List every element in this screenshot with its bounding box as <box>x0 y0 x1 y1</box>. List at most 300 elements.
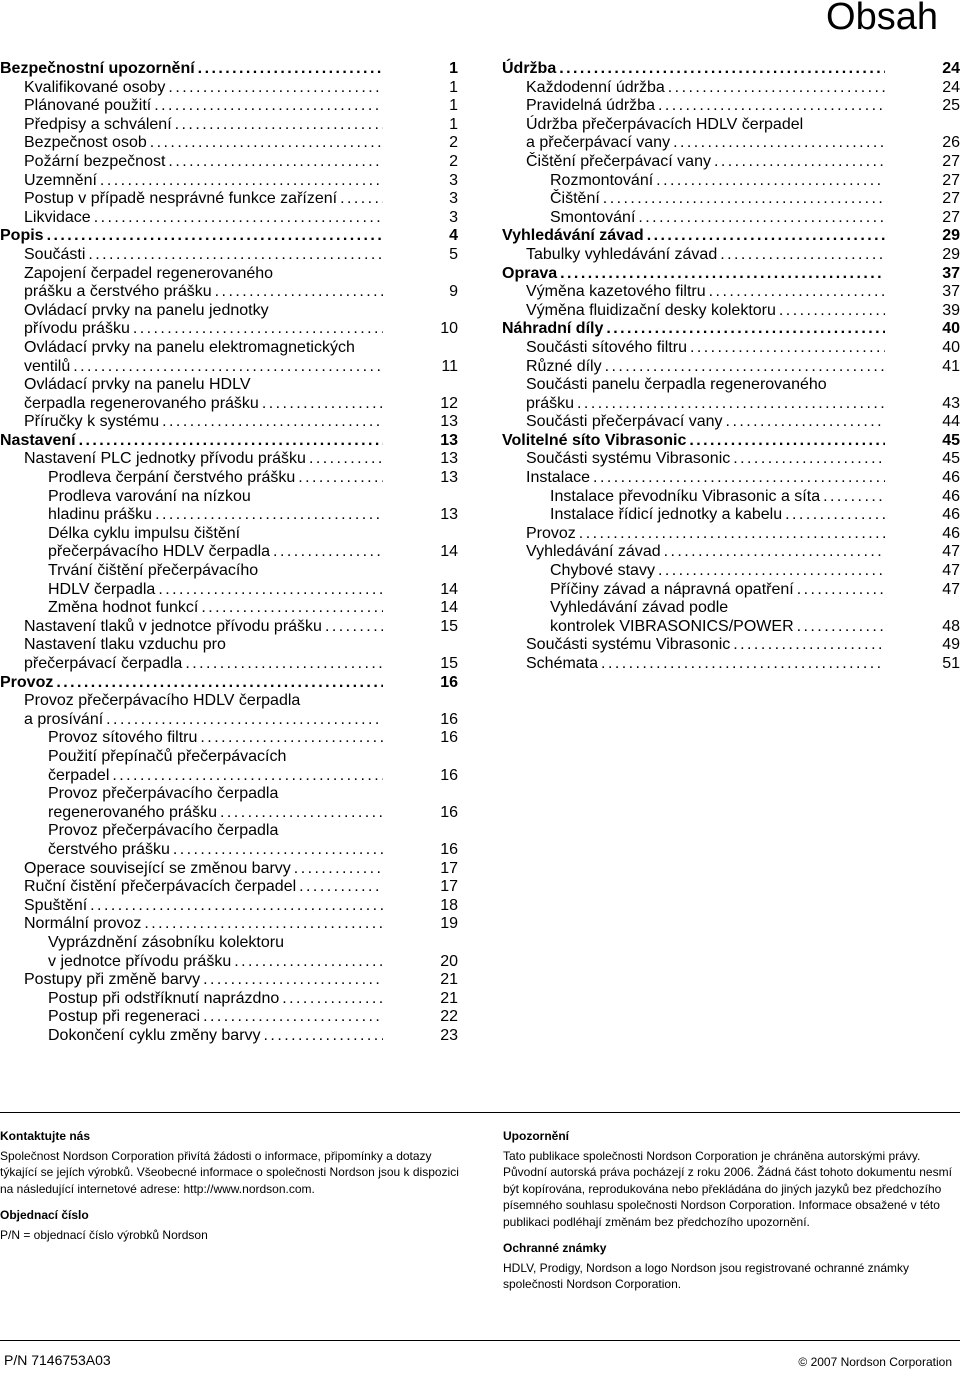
toc-page-number: 21 <box>440 989 458 1007</box>
toc-entry-title: Nastavení <box>0 431 76 449</box>
toc-page-number: 1 <box>449 78 458 96</box>
toc-page-number: 45 <box>942 431 960 449</box>
dot-leader <box>309 450 383 469</box>
toc-section[interactable] <box>0 674 458 693</box>
toc-entry-title: přečerpávacího HDLV čerpadla <box>48 543 271 561</box>
toc-entry-title: Ruční čistění přečerpávacích čerpadel <box>24 878 297 896</box>
toc-page-number: 10 <box>440 320 458 338</box>
toc-section[interactable] <box>502 320 960 339</box>
dot-leader <box>90 897 383 916</box>
toc-entry[interactable] <box>0 116 458 135</box>
part-number: P/N 7146753A03 <box>4 1352 111 1368</box>
dot-leader <box>690 339 885 358</box>
dot-leader <box>47 227 383 246</box>
dot-leader <box>647 227 885 246</box>
toc-page-number: 45 <box>942 450 960 468</box>
toc-page-number: 51 <box>942 655 960 672</box>
toc-entry-title: Operace související se změnou barvy <box>24 859 291 877</box>
toc-entry[interactable] <box>0 525 458 562</box>
toc-page-number: 1 <box>449 60 458 77</box>
dot-leader <box>88 246 383 265</box>
dot-leader <box>668 79 885 98</box>
toc-page-number: 49 <box>942 636 960 654</box>
toc-page-number: 11 <box>441 357 458 375</box>
toc-entry-title: v jednotce přívodu prášku <box>48 952 232 970</box>
toc-entry[interactable] <box>0 729 458 748</box>
toc-page-number: 37 <box>942 264 960 282</box>
toc-page-number: 15 <box>440 655 458 672</box>
toc-entry[interactable] <box>502 655 960 674</box>
order-heading: Objednací číslo <box>0 1208 89 1222</box>
toc-entry-title-line1: Provoz přečerpávacího čerpadla <box>48 785 279 803</box>
toc-entry[interactable] <box>0 488 458 525</box>
toc-entry[interactable] <box>0 134 458 153</box>
dot-leader <box>158 581 383 600</box>
dot-leader <box>656 172 885 191</box>
dot-leader <box>638 209 885 228</box>
dot-leader <box>175 116 383 135</box>
toc-entry-title-line1: Nastavení tlaku vzduchu pro <box>24 636 226 654</box>
toc-entry-title-line1: Údržba přečerpávacích HDLV čerpadel <box>526 115 804 133</box>
toc-entry-title-line1: Délka cyklu impulsu čištění <box>48 524 241 542</box>
dot-leader <box>144 915 383 934</box>
toc-page-number: 5 <box>449 245 458 263</box>
toc-entry-title-line1: Prodleva varování na nízkou <box>48 487 251 505</box>
toc-entry-title: a přečerpávací vany <box>526 134 671 152</box>
toc-page-number: 4 <box>449 227 458 245</box>
contact-heading: Kontaktujte nás <box>0 1129 91 1143</box>
toc-entry[interactable] <box>502 543 960 562</box>
dot-leader <box>689 432 885 451</box>
toc-section[interactable] <box>502 60 960 79</box>
toc-entry-title-line1: Vyprázdnění zásobníku kolektoru <box>48 933 284 951</box>
dot-leader <box>201 599 383 618</box>
toc-page-number: 46 <box>942 506 960 524</box>
toc-entry-title: Volitelné síto Vibrasonic <box>502 431 687 449</box>
footer-right <box>503 1128 960 1303</box>
toc-page-number: 25 <box>942 97 960 115</box>
toc-entry[interactable] <box>0 618 458 637</box>
toc-page-number: 40 <box>942 320 960 338</box>
toc-entry[interactable] <box>502 190 960 209</box>
toc-page-number: 47 <box>942 580 960 598</box>
trademarks-text: HDLV, Prodigy, Nordson a logo Nordson jsou registrované ochranné známky společnosti Nordson Corporation. <box>503 1260 909 1291</box>
dot-leader <box>340 190 383 209</box>
toc-entry-title: Vyhledávání závad <box>526 543 661 561</box>
toc-entry-title-line1: Ovládací prvky na panelu jednotky <box>24 301 269 319</box>
toc-section[interactable] <box>502 265 960 284</box>
dot-leader <box>785 506 885 525</box>
toc-entry-title: čerpadla regenerovaného prášku <box>24 394 259 412</box>
dot-leader <box>577 395 885 414</box>
toc-entry[interactable] <box>0 469 458 488</box>
toc-entry-title: Oprava <box>502 264 558 282</box>
toc-entry-title: prášku a čerstvého prášku <box>24 283 212 301</box>
dot-leader <box>797 618 885 637</box>
dot-leader <box>823 488 885 507</box>
toc-entry[interactable] <box>0 860 458 879</box>
toc-entry-title: Vyhledávání závad <box>502 227 644 245</box>
toc-entry[interactable] <box>502 116 960 153</box>
toc-page-number: 14 <box>440 580 458 598</box>
toc-page-number: 3 <box>449 190 458 208</box>
dot-leader <box>593 469 885 488</box>
toc-entry-title: Bezpečnost osob <box>24 134 147 152</box>
toc-entry[interactable] <box>0 990 458 1009</box>
toc-entry-title: Schémata <box>526 655 599 672</box>
toc-page-number: 16 <box>440 710 458 728</box>
toc-entry[interactable] <box>0 1008 458 1027</box>
toc-entry-title: Součásti sítového filtru <box>526 338 687 356</box>
dot-leader <box>162 413 383 432</box>
toc-page-number: 29 <box>942 227 960 245</box>
toc-entry-title-line1: Provoz přečerpávacího HDLV čerpadla <box>24 692 301 710</box>
toc-entry[interactable] <box>502 525 960 544</box>
footer-divider <box>0 1112 960 1113</box>
dot-leader <box>234 953 383 972</box>
toc-entry-title: čerstvého prášku <box>48 840 170 858</box>
toc-entry-title-line1: Použití přepínačů přečerpávacích <box>48 747 287 765</box>
trademarks-heading: Ochranné známky <box>503 1241 607 1255</box>
dot-leader <box>601 655 885 674</box>
toc-entry-title: přívodu prášku <box>24 320 130 338</box>
toc-right-column <box>502 60 960 674</box>
toc-entry[interactable] <box>0 302 458 339</box>
toc-page-number: 43 <box>942 394 960 412</box>
toc-page-number: 27 <box>942 190 960 208</box>
dot-leader <box>779 302 885 321</box>
toc-entry-title: Postup v případě nesprávné funkce zařízení <box>24 190 338 208</box>
toc-entry-title: HDLV čerpadla <box>48 580 156 598</box>
dot-leader <box>559 60 885 79</box>
toc-page-number: 17 <box>440 859 458 877</box>
toc-entry[interactable] <box>0 785 458 822</box>
toc-entry[interactable] <box>0 339 458 376</box>
toc-page-number: 22 <box>440 1008 458 1026</box>
dot-leader <box>185 655 383 674</box>
toc-page-number: 41 <box>942 357 960 375</box>
toc-entry-title: Nastavení tlaků v jednotce přívodu prášku <box>24 617 322 635</box>
toc-entry[interactable] <box>0 153 458 172</box>
toc-entry-title: a prosívání <box>24 710 104 728</box>
toc-entry-title-line1: Trvání čištění přečerpávacího <box>48 562 259 580</box>
toc-entry[interactable] <box>0 562 458 599</box>
toc-entry-title: Nastavení PLC jednotky přívodu prášku <box>24 450 306 468</box>
toc-entry-title: Příčiny závad a nápravná opatření <box>550 580 794 598</box>
dot-leader <box>106 711 383 730</box>
toc-page-number: 1 <box>449 97 458 115</box>
toc-page-number: 17 <box>440 878 458 896</box>
toc-entry[interactable] <box>0 1027 458 1046</box>
toc-entry[interactable] <box>502 153 960 172</box>
toc-section[interactable] <box>502 432 960 451</box>
dot-leader <box>560 265 885 284</box>
dot-leader <box>673 134 885 153</box>
toc-page-number: 16 <box>440 766 458 784</box>
toc-entry-title: Náhradní díly <box>502 320 604 338</box>
toc-entry[interactable] <box>0 190 458 209</box>
toc-entry[interactable] <box>502 283 960 302</box>
toc-entry[interactable] <box>0 413 458 432</box>
page-title: Obsah <box>826 0 938 38</box>
toc-entry-title: Požární bezpečnost <box>24 152 166 170</box>
order-text: P/N = objednací číslo výrobků Nordson <box>0 1227 208 1242</box>
toc-entry[interactable] <box>0 692 458 729</box>
toc-entry-title: čerpadel <box>48 766 110 784</box>
dot-leader <box>173 841 383 860</box>
dot-leader <box>203 1008 383 1027</box>
toc-entry-title: prášku <box>526 394 575 412</box>
toc-entry-title: Čištění přečerpávací vany <box>526 152 711 170</box>
toc-entry-title-line1: Ovládací prvky na panelu HDLV <box>24 376 251 394</box>
toc-page-number: 44 <box>942 413 960 431</box>
toc-entry[interactable] <box>502 339 960 358</box>
dot-leader <box>733 636 885 655</box>
toc-entry-title-line1: Vyhledávání závad podle <box>550 599 729 617</box>
toc-entry-title: Normální provoz <box>24 915 142 933</box>
notice-text: Tato publikace společnosti Nordson Corporation je chráněna autorskými právy. Původní autorská práva pocházejí z roku 2006. Žádná část tohoto dokumentu nesmí být kopírována, reprodukována nebo překládána do jiných jazyků bez předchozího písemného souhlasu společnosti Nordson Corporation. Informace obsažené v této publikaci podléhají změnám bez předchozího upozornění. <box>503 1148 952 1229</box>
toc-entry[interactable] <box>0 897 458 916</box>
toc-entry-title: Součásti přečerpávací vany <box>526 413 723 431</box>
toc-page-number: 13 <box>440 469 458 487</box>
toc-entry[interactable] <box>0 79 458 98</box>
toc-page-number: 13 <box>440 450 458 468</box>
toc-page-number: 16 <box>440 840 458 858</box>
dot-leader <box>709 283 885 302</box>
toc-page-number: 47 <box>942 543 960 561</box>
toc-page-number: 27 <box>942 171 960 189</box>
toc-page-number: 24 <box>942 78 960 96</box>
toc-entry-title-line1: Provoz přečerpávacího čerpadla <box>48 822 279 840</box>
toc-entry-title: Čištění <box>550 190 600 208</box>
toc-page-number: 39 <box>942 301 960 319</box>
footer-left <box>0 1128 470 1253</box>
dot-leader <box>94 209 383 228</box>
toc-entry-title: Příručky k systému <box>24 413 160 431</box>
toc-entry-title-line1: Součásti panelu čerpadla regenerovaného <box>526 376 827 394</box>
toc-entry[interactable] <box>502 97 960 116</box>
toc-entry[interactable] <box>502 581 960 600</box>
toc-entry-title: Údržba <box>502 60 557 77</box>
toc-entry[interactable] <box>0 934 458 971</box>
toc-page-number: 18 <box>440 896 458 914</box>
dot-leader <box>714 153 885 172</box>
dot-leader <box>658 562 885 581</box>
dot-leader <box>797 581 885 600</box>
toc-page-number: 15 <box>440 617 458 635</box>
toc-entry[interactable] <box>502 506 960 525</box>
toc-entry[interactable] <box>0 172 458 191</box>
dot-leader <box>112 767 383 786</box>
dot-leader <box>603 190 885 209</box>
toc-entry[interactable] <box>0 265 458 302</box>
dot-leader <box>720 246 885 265</box>
toc-entry[interactable] <box>0 599 458 618</box>
toc-page-number: 40 <box>942 338 960 356</box>
toc-section[interactable] <box>0 432 458 451</box>
toc-entry-title: Výměna kazetového filtru <box>526 283 706 301</box>
dot-leader <box>606 320 885 339</box>
toc-entry-title: Postupy při změně barvy <box>24 971 201 989</box>
toc-page-number: 24 <box>942 60 960 77</box>
toc-entry[interactable] <box>502 302 960 321</box>
toc-page-number: 47 <box>942 562 960 580</box>
notice-heading: Upozornění <box>503 1129 569 1143</box>
toc-page-number: 3 <box>449 171 458 189</box>
toc-entry-title: Spuštění <box>24 896 88 914</box>
toc-entry[interactable] <box>0 97 458 116</box>
toc-entry[interactable] <box>0 209 458 228</box>
toc-entry[interactable] <box>0 376 458 413</box>
toc-entry[interactable] <box>502 209 960 228</box>
dot-leader <box>79 432 383 451</box>
toc-entry-title: Provoz <box>526 524 576 542</box>
toc-entry[interactable] <box>0 822 458 859</box>
dot-leader <box>73 358 383 377</box>
toc-entry[interactable] <box>0 636 458 673</box>
toc-entry-title: přečerpávací čerpadla <box>24 655 183 672</box>
toc-entry-title: ventilů <box>24 357 71 375</box>
toc-entry-title: Likvidace <box>24 208 91 226</box>
toc-entry-title: Pravidelná údržba <box>526 97 655 115</box>
toc-entry[interactable] <box>502 376 960 413</box>
dot-leader <box>298 469 383 488</box>
dot-leader <box>658 97 885 116</box>
dot-leader <box>155 506 383 525</box>
toc-entry-title: Součásti systému Vibrasonic <box>526 450 731 468</box>
toc-entry-title: Instalace řídicí jednotky a kabelu <box>550 506 783 524</box>
dot-leader <box>203 971 383 990</box>
toc-page-number: 1 <box>449 115 458 133</box>
toc-page-number: 46 <box>942 524 960 542</box>
toc-entry[interactable] <box>0 878 458 897</box>
toc-page-number: 13 <box>440 431 458 449</box>
toc-entry[interactable] <box>502 413 960 432</box>
dot-leader <box>215 283 383 302</box>
toc-left-column <box>0 60 458 1045</box>
dot-leader <box>154 97 383 116</box>
dot-leader <box>168 79 383 98</box>
toc-entry-title: Provoz <box>0 673 54 691</box>
dot-leader <box>664 543 885 562</box>
toc-entry[interactable] <box>0 246 458 265</box>
toc-section[interactable] <box>502 227 960 246</box>
dot-leader <box>325 618 383 637</box>
copyright: © 2007 Nordson Corporation <box>798 1355 952 1369</box>
dot-leader <box>133 320 383 339</box>
toc-entry[interactable] <box>0 971 458 990</box>
dot-leader <box>220 804 383 823</box>
toc-page-number: 46 <box>942 487 960 505</box>
toc-entry-title: Bezpečnostní upozornění <box>0 60 195 77</box>
toc-entry-title: Instalace <box>526 469 591 487</box>
dot-leader <box>56 674 383 693</box>
toc-entry[interactable] <box>0 915 458 934</box>
toc-entry-title: Tabulky vyhledávání závad <box>526 245 718 263</box>
dot-leader <box>579 525 885 544</box>
toc-entry-title: kontrolek VIBRASONICS/POWER <box>550 617 794 635</box>
toc-page-number: 13 <box>440 506 458 524</box>
toc-entry-title: Rozmontování <box>550 171 654 189</box>
dot-leader <box>150 134 383 153</box>
toc-entry[interactable] <box>502 172 960 191</box>
dot-leader <box>264 1027 383 1046</box>
dot-leader <box>262 395 383 414</box>
toc-entry[interactable] <box>502 469 960 488</box>
toc-entry-title: Chybové stavy <box>550 562 655 580</box>
toc-entry[interactable] <box>0 748 458 785</box>
toc-entry-title: Předpisy a schválení <box>24 115 172 133</box>
toc-entry[interactable] <box>502 246 960 265</box>
toc-entry-title: Uzemnění <box>24 171 97 189</box>
toc-page-number: 21 <box>440 971 458 989</box>
toc-entry-title: Prodleva čerpání čerstvého prášku <box>48 469 296 487</box>
toc-page-number: 12 <box>440 394 458 412</box>
toc-page-number: 27 <box>942 208 960 226</box>
toc-page-number: 16 <box>440 803 458 821</box>
toc-entry-title-line1: Zapojení čerpadel regenerovaného <box>24 264 274 282</box>
toc-entry[interactable] <box>0 450 458 469</box>
toc-entry-title: Součásti systému Vibrasonic <box>526 636 731 654</box>
toc-entry[interactable] <box>502 599 960 636</box>
toc-page-number: 2 <box>449 152 458 170</box>
bottom-divider <box>0 1340 960 1341</box>
toc-page-number: 29 <box>942 245 960 263</box>
dot-leader <box>282 990 383 1009</box>
toc-entry-title: Výměna fluidizační desky kolektoru <box>526 301 776 319</box>
toc-entry[interactable] <box>502 79 960 98</box>
toc-page-number: 16 <box>440 729 458 747</box>
toc-page-number: 27 <box>942 152 960 170</box>
toc-page-number: 46 <box>942 469 960 487</box>
dot-leader <box>100 172 383 191</box>
toc-entry-title: Různé díly <box>526 357 602 375</box>
toc-entry-title: Kvalifikované osoby <box>24 78 166 96</box>
toc-entry-title: Instalace převodníku Vibrasonic a síta <box>550 487 821 505</box>
toc-entry[interactable] <box>502 450 960 469</box>
contact-text: Společnost Nordson Corporation přivítá žádosti o informace, připomínky a dotazy týkající se jejích výrobků. Všeobecné informace o společnosti Nordson jsou k dispozici na následující internetové adrese: http://www.nordson.com. <box>0 1148 459 1196</box>
toc-entry[interactable] <box>502 562 960 581</box>
toc-page-number: 13 <box>440 413 458 431</box>
toc-page-number: 16 <box>440 673 458 691</box>
dot-leader <box>299 878 383 897</box>
toc-page-number: 48 <box>942 617 960 635</box>
dot-leader <box>273 543 383 562</box>
toc-page-number: 14 <box>440 543 458 561</box>
toc-entry[interactable] <box>502 636 960 655</box>
toc-entry[interactable] <box>502 488 960 507</box>
toc-entry-title: hladinu prášku <box>48 506 153 524</box>
toc-entry-title: Provoz sítového filtru <box>48 729 198 747</box>
toc-page-number: 19 <box>440 915 458 933</box>
toc-entry-title: Dokončení cyklu změny barvy <box>48 1026 261 1044</box>
dot-leader <box>200 729 383 748</box>
toc-entry-title: regenerovaného prášku <box>48 803 218 821</box>
toc-page-number: 2 <box>449 134 458 152</box>
toc-section[interactable] <box>0 227 458 246</box>
toc-entry-title: Každodenní údržba <box>526 78 665 96</box>
toc-page-number: 9 <box>449 283 458 301</box>
toc-page-number: 37 <box>942 283 960 301</box>
toc-entry[interactable] <box>502 358 960 377</box>
dot-leader <box>198 60 383 79</box>
toc-entry-title: Popis <box>0 227 44 245</box>
toc-page-number: 23 <box>440 1026 458 1044</box>
toc-entry-title: Plánované použití <box>24 97 152 115</box>
dot-leader <box>294 860 383 879</box>
toc-entry-title: Postup při odstříknutí naprázdno <box>48 989 280 1007</box>
toc-section[interactable] <box>0 60 458 79</box>
